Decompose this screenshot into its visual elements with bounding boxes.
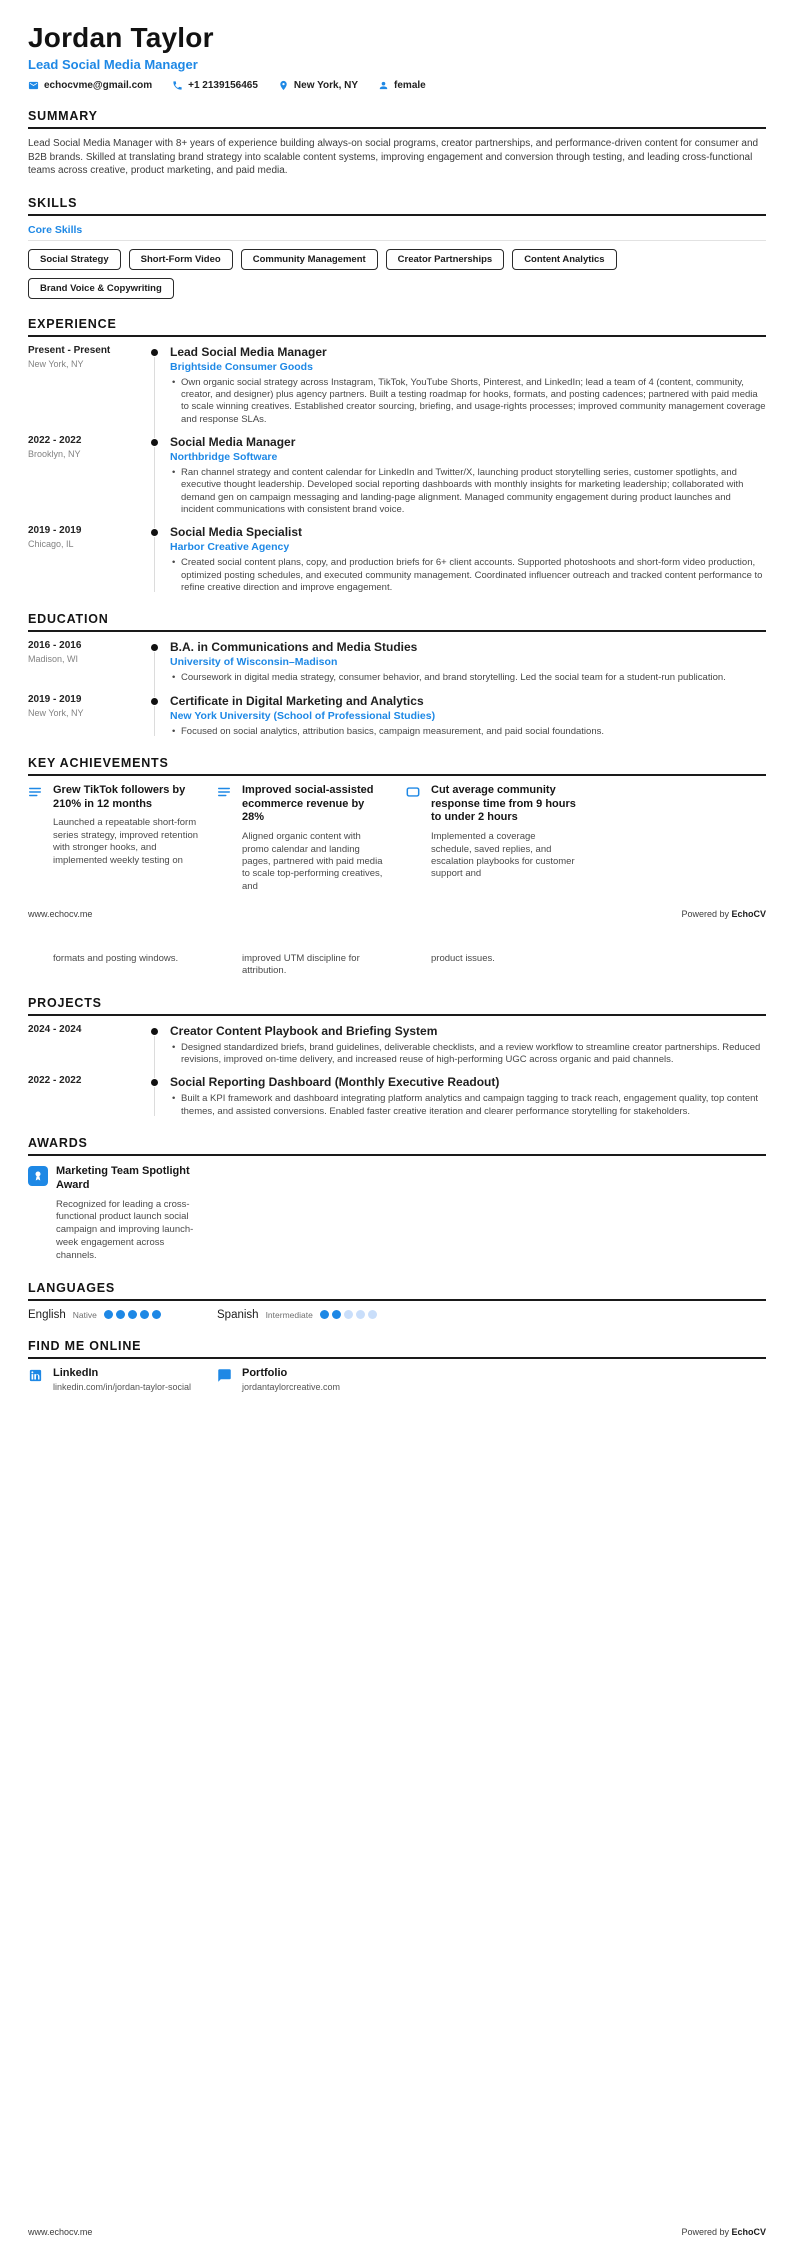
company-name: Brightside Consumer Goods [170, 360, 313, 373]
awards-heading: AWARDS [28, 1136, 766, 1156]
award-item [28, 1164, 199, 1263]
timeline-dot [151, 698, 158, 705]
experience-item [28, 525, 766, 594]
contact-phone-text: +1 2139156465 [188, 80, 258, 91]
person-icon [378, 80, 389, 91]
project-bullet: • Built a KPI framework and dashboard integrating platform analytics and campaign tagging to track reach, engagement quality, top content themes, and assisted conversions. Enabled faster creative iteration and clearer performance storytelling for stakeholders. [170, 1093, 766, 1118]
project-title: Social Reporting Dashboard (Monthly Executive Readout) [170, 1075, 500, 1090]
timeline-dot [151, 439, 158, 446]
education-location: New York, NY [28, 707, 84, 718]
experience-dates: 2022 - 2022 [28, 434, 82, 446]
location-icon [278, 80, 289, 91]
achievement-text: Aligned organic content with promo calendar and landing pages, partnered with paid media to scale top-performing creatives, and [242, 831, 383, 892]
projects-heading: PROJECTS [28, 996, 766, 1016]
experience-section [28, 317, 766, 595]
proficiency-dots [104, 1310, 161, 1319]
skill-chip: Creator Partnerships [386, 249, 505, 270]
job-title: Lead Social Media Manager [170, 344, 327, 359]
powered-by-text: Powered by [681, 908, 732, 919]
powered-by [681, 2227, 766, 2237]
languages-section [28, 1281, 766, 1321]
contact-location [278, 80, 358, 91]
job-bullet: • Own organic social strategy across Instagram, TikTok, YouTube Shorts, Pinterest, and LinkedIn; lead a team of 4 (content, community, creator, and designer) plus agency partners. Built a testing roadmap for hooks, formats, and posting cadences; partnered with paid media to scale winning creatives. Established creator sourcing, briefing, and usage-rights processes; improved community management coverage and response SLAs. [170, 377, 766, 426]
award-title: Marketing Team Spotlight Award [56, 1165, 190, 1192]
chat-icon [217, 1368, 232, 1383]
achievement-item [28, 784, 199, 893]
resume-header [28, 22, 766, 91]
school-name: University of Wisconsin–Madison [170, 656, 338, 669]
timeline [140, 525, 170, 594]
project-dates: 2022 - 2022 [28, 1075, 82, 1087]
job-bullet: • Ran channel strategy and content calendar for LinkedIn and Twitter/X, launching product storytelling series, customer spotlights, and executive thought leadership. Developed social reporting dashboards with monthly insights for marketing leadership; collaborated with demand gen on campaign messaging and landing-page alignment. Managed community engagement during product launches and incident communications with consistent brand voice. [170, 467, 766, 516]
achievements-grid [28, 784, 766, 893]
degree-title: B.A. in Communications and Media Studies [170, 640, 418, 655]
contact-email-text: echocvme@gmail.com [44, 80, 153, 91]
experience-item [28, 345, 766, 426]
link-url[interactable]: jordantaylorcreative.com [242, 1381, 341, 1392]
timeline-dot [151, 1028, 158, 1035]
link-item-linkedin [28, 1367, 199, 1392]
contact-email[interactable] [28, 80, 152, 91]
echocv-brand: EchoCV [731, 2227, 766, 2237]
education-item [28, 694, 766, 738]
summary-text: Lead Social Media Manager with 8+ years of experience building always-on social programs, creator partnerships, and performance-driven content for consumer and B2B brands. Skilled at translating brand strategy into scalable content systems, improving engagement and conversion through testing, and leading cross-functional teams across creative, product marketing, and paid media. [28, 138, 759, 176]
achievement-continuation: formats and posting windows. [53, 952, 179, 964]
projects-section [28, 996, 766, 1118]
achievement-title: Improved social-assisted ecommerce revenue by 28% [242, 783, 374, 824]
company-name: Northbridge Software [170, 450, 278, 463]
experience-heading: EXPERIENCE [28, 317, 766, 337]
timeline [140, 345, 170, 426]
links-heading: FIND ME ONLINE [28, 1339, 766, 1359]
skills-heading: SKILLS [28, 196, 766, 216]
language-name: English [28, 1308, 66, 1321]
job-title: Social Media Specialist [170, 525, 303, 540]
job-bullet: • Created social content plans, copy, and production briefs for 6+ client accounts. Supported photoshoots and short-form video production, optimized posting schedules, and executed community management. Coordinated influencer outreach and tracked content performance to refine creative direction and improve engagement. [170, 557, 766, 594]
skills-section [28, 196, 766, 299]
language-name: Spanish [217, 1308, 259, 1321]
link-url[interactable]: linkedin.com/in/jordan-taylor-social [53, 1381, 192, 1392]
education-bullet: • Focused on social analytics, attribution basics, campaign measurement, and paid social foundations. [170, 726, 766, 738]
footer-site-link[interactable]: www.echocv.me [28, 908, 93, 919]
experience-location: Brooklyn, NY [28, 448, 81, 459]
card-icon [406, 785, 420, 799]
job-title: Social Media Manager [170, 434, 296, 449]
powered-by [681, 909, 766, 919]
phone-icon [172, 80, 183, 91]
award-icon [28, 1166, 48, 1186]
experience-dates: 2019 - 2019 [28, 525, 82, 537]
language-level: Native [72, 1309, 97, 1320]
education-section [28, 612, 766, 738]
proficiency-dots [320, 1310, 377, 1319]
achievement-text: Implemented a coverage schedule, saved replies, and escalation playbooks for customer support and [431, 831, 575, 880]
link-label: Portfolio [242, 1366, 288, 1379]
list-icon [28, 785, 42, 799]
timeline [140, 1075, 170, 1118]
timeline [140, 694, 170, 738]
language-level: Intermediate [265, 1309, 313, 1320]
language-item [28, 1309, 199, 1321]
contact-row [28, 80, 766, 91]
skill-chip: Community Management [241, 249, 378, 270]
skill-chip: Social Strategy [28, 249, 121, 270]
achievement-item [217, 784, 388, 893]
timeline [140, 1024, 170, 1067]
timeline-dot [151, 349, 158, 356]
echocv-brand: EchoCV [731, 908, 766, 919]
page-footer [28, 2227, 766, 2237]
award-text: Recognized for leading a cross-functional product launch social campaign and improving launch-week engagement across channels. [56, 1198, 194, 1261]
page-footer [28, 909, 766, 919]
timeline-dot [151, 644, 158, 651]
skills-chip-list [28, 249, 766, 299]
skills-group-label: Core Skills [28, 224, 766, 241]
school-name: New York University (School of Professional Studies) [170, 709, 436, 722]
experience-dates: Present - Present [28, 344, 111, 356]
education-dates: 2019 - 2019 [28, 693, 82, 705]
education-location: Madison, WI [28, 654, 79, 665]
experience-location: New York, NY [28, 358, 84, 369]
achievement-continuation: product issues. [431, 952, 495, 964]
skill-chip: Content Analytics [512, 249, 616, 270]
languages-heading: LANGUAGES [28, 1281, 766, 1301]
achievement-title: Grew TikTok followers by 210% in 12 months [53, 783, 186, 810]
project-bullet: • Designed standardized briefs, brand guidelines, deliverable checklists, and a review workflow to streamline creator partnerships. Reduced revisions, improved on-time delivery, and increased reuse of high-performing UGC across organic and paid channels. [170, 1042, 766, 1067]
project-item [28, 1075, 766, 1118]
powered-by-text: Powered by [681, 2227, 732, 2237]
education-bullet: • Coursework in digital media strategy, consumer behavior, and brand storytelling. Led the social team for a student-run publication. [170, 672, 766, 684]
achievement-text: Launched a repeatable short-form series strategy, improved retention with stronger hooks, and implemented weekly testing on [53, 817, 199, 866]
project-item [28, 1024, 766, 1067]
timeline [140, 640, 170, 684]
skill-chip: Brand Voice & Copywriting [28, 278, 174, 299]
person-name: Jordan Taylor [28, 22, 214, 53]
achievements-continuation [28, 953, 766, 978]
linkedin-icon [28, 1368, 43, 1383]
experience-location: Chicago, IL [28, 539, 74, 550]
person-title: Lead Social Media Manager [28, 57, 198, 72]
list-icon [217, 785, 231, 799]
summary-heading: SUMMARY [28, 109, 766, 129]
achievement-item [406, 784, 577, 893]
achievement-title: Cut average community response time from 9 hours to under 2 hours [431, 783, 576, 824]
timeline-dot [151, 1079, 158, 1086]
contact-gender [378, 80, 426, 91]
company-name: Harbor Creative Agency [170, 541, 290, 554]
footer-site-link[interactable]: www.echocv.me [28, 2227, 93, 2237]
links-section [28, 1339, 766, 1392]
project-dates: 2024 - 2024 [28, 1023, 82, 1035]
degree-title: Certificate in Digital Marketing and Analytics [170, 693, 424, 708]
timeline [140, 435, 170, 516]
education-dates: 2016 - 2016 [28, 640, 82, 652]
link-item-portfolio [217, 1367, 388, 1392]
summary-section [28, 109, 766, 178]
awards-section [28, 1136, 766, 1263]
education-heading: EDUCATION [28, 612, 766, 632]
project-title: Creator Content Playbook and Briefing System [170, 1023, 438, 1038]
experience-item [28, 435, 766, 516]
contact-location-text: New York, NY [293, 80, 359, 91]
achievements-heading: KEY ACHIEVEMENTS [28, 756, 766, 776]
link-label: LinkedIn [53, 1366, 99, 1379]
timeline-dot [151, 529, 158, 536]
education-item [28, 640, 766, 684]
contact-phone[interactable] [172, 80, 258, 91]
contact-gender-text: female [394, 80, 426, 91]
email-icon [28, 80, 39, 91]
skill-chip: Short-Form Video [129, 249, 233, 270]
achievements-section [28, 756, 766, 893]
achievement-continuation: improved UTM discipline for attribution. [242, 952, 360, 977]
language-item [217, 1309, 388, 1321]
